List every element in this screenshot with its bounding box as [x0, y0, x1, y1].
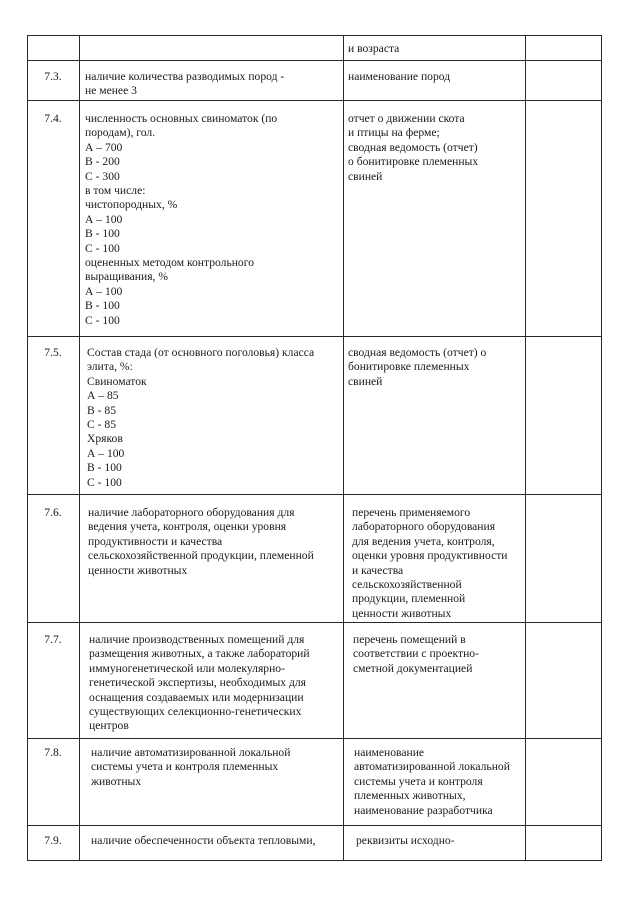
- table-rule: [27, 336, 602, 337]
- row-criterion: наличие количества разводимых пород - не менее 3: [85, 70, 285, 98]
- row-number: 7.5.: [44, 346, 62, 359]
- table-rule: [27, 35, 28, 861]
- row-evidence: наименование автоматизированной локальной системы учета и контроля племенных животных, наименование разработчика: [354, 746, 510, 817]
- table-rule: [27, 60, 602, 61]
- table-rule: [343, 35, 344, 861]
- table-rule: [79, 35, 80, 861]
- row-evidence: и возраста: [348, 42, 400, 55]
- table-rule: [27, 622, 602, 623]
- row-criterion: наличие лабораторного оборудования для ведения учета, контроля, оценки уровня продуктивности и качества сельскохозяйственной продукции, племенной ценности животных: [88, 506, 314, 577]
- row-evidence: перечень помещений в соответствии с проектно- сметной документацией: [353, 633, 479, 675]
- table-rule: [27, 738, 602, 739]
- row-number: 7.6.: [44, 506, 62, 519]
- row-number: 7.8.: [44, 746, 62, 759]
- table-rule: [601, 35, 602, 861]
- row-evidence: наименование пород: [348, 70, 451, 83]
- row-number: 7.3.: [44, 70, 62, 83]
- row-criterion: численность основных свиноматок (по породам), гол. А – 700 В - 200 С - 300 в том числе: чистопородных, % А – 100 В - 100 С - 100 оцененных методом контрольного выращивания, % А – 100 В - 100 С - 100: [85, 112, 278, 327]
- row-criterion: наличие обеспеченности объекта тепловыми,: [91, 834, 316, 847]
- row-criterion: наличие автоматизированной локальной системы учета и контроля племенных животных: [91, 746, 291, 788]
- row-criterion: Состав стада (от основного поголовья) класса элита, %: Свиноматок А – 85 В - 85 С - 85 Хряков А – 100 В - 100 С - 100: [87, 346, 315, 489]
- row-number: 7.7.: [44, 633, 62, 646]
- table-rule: [27, 860, 602, 861]
- table-rule: [27, 825, 602, 826]
- row-criterion: наличие производственных помещений для размещения животных, а также лабораторий иммуногенетической или молекулярно- генетической экспертизы, необходимых для оснащения создаваемых или модернизации существующих селекционно-генетических центров: [89, 633, 310, 733]
- row-evidence: перечень применяемого лабораторного оборудования для ведения учета, контроля, оценки уровня продуктивности и качества сельскохозяйственной продукции, племенной ценности животных: [352, 506, 508, 620]
- table-rule: [27, 494, 602, 495]
- row-evidence: сводная ведомость (отчет) о бонитировке племенных свиней: [348, 346, 487, 388]
- row-evidence: отчет о движении скота и птицы на ферме; сводная ведомость (отчет) о бонитировке племенных свиней: [348, 112, 479, 183]
- row-number: 7.4.: [44, 112, 62, 125]
- table-rule: [525, 35, 526, 861]
- table-rule: [27, 35, 602, 36]
- table-rule: [27, 100, 602, 101]
- row-evidence: реквизиты исходно-: [356, 834, 455, 847]
- row-number: 7.9.: [44, 834, 62, 847]
